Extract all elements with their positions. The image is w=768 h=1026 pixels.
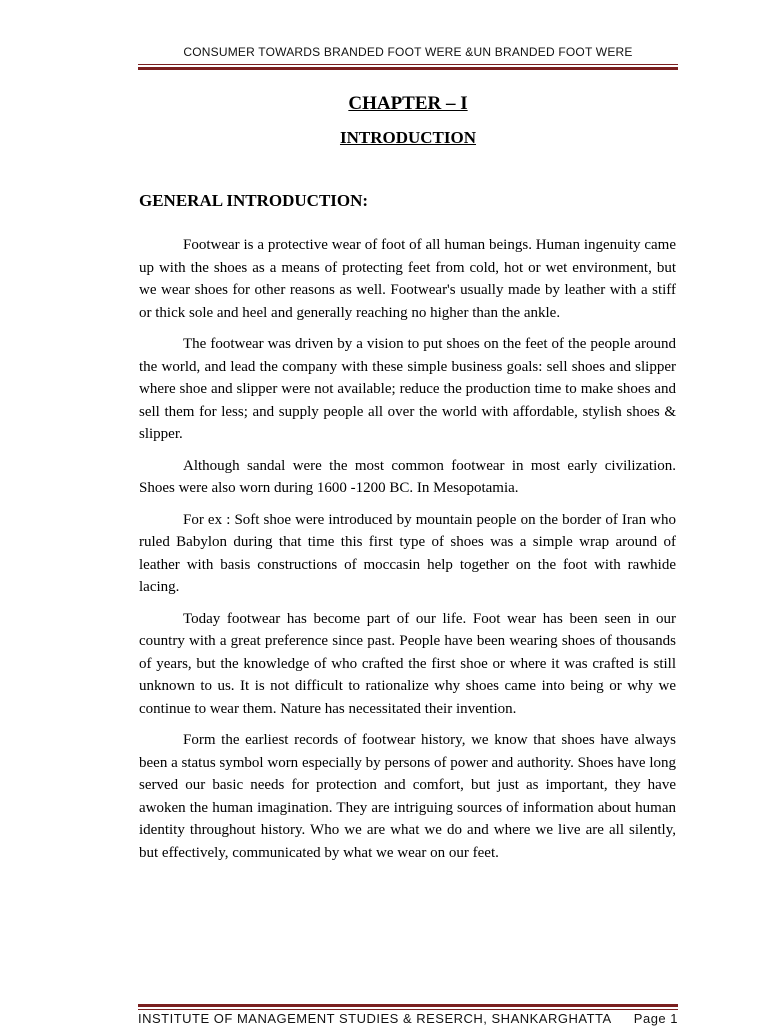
paragraph: Form the earliest records of footwear history, we know that shoes have always been a status symbol worn especially by persons of power and authority. Shoes have long served our basic needs for protection and comfort, but just as important, they have awoken the human imagination. They are intriguing sources of information about human identity throughout history. Who we are what we do and where we live are all silently, but effectively, communicated by what we wear on our feet.: [139, 732, 676, 861]
chapter-title: INTRODUCTION: [339, 128, 477, 147]
section-heading: GENERAL INTRODUCTION:: [139, 191, 369, 210]
header-rule-thick: [138, 67, 678, 70]
running-header: CONSUMER TOWARDS BRANDED FOOT WERE &UN BRANDED FOOT WERE: [183, 45, 633, 59]
header-rule-thin: [138, 64, 678, 65]
paragraph: Footwear is a protective wear of foot of all human beings. Human ingenuity came up with the shoes as a means of protecting feet from cold, hot or wet environment, but we wear shoes for other reasons as well. Footwear's usually made by leather with a stiff or thick sole and heel and generally reaching no higher than the ankle.: [139, 237, 676, 321]
paragraph: For ex : Soft shoe were introduced by mountain people on the border of Iran who ruled Babylon during that time this first type of shoes was a simple wrap around of leather with basis constructions of moccasin help together on the foot with rawhide lacing.: [139, 511, 676, 595]
paragraph: The footwear was driven by a vision to put shoes on the feet of the people around the world, and lead the company with these simple business goals: sell shoes and slipper where shoe and slipper were not available; reduce the production time to make shoes and sell them for less; and supply people all over the world with affordable, stylish shoes & slipper.: [139, 336, 676, 442]
footer-institution: INSTITUTE OF MANAGEMENT STUDIES & RESERCH, SHANKARGHATTA: [138, 1011, 612, 1026]
footer-rule-thick: [138, 1004, 678, 1007]
chapter-label: CHAPTER – I: [348, 93, 468, 114]
footer-rule-thin: [138, 1009, 678, 1010]
paragraph: Although sandal were the most common footwear in most early civilization. Shoes were also worn during 1600 -1200 BC. In Mesopotamia.: [139, 457, 676, 496]
page-number: Page 1: [633, 1011, 678, 1026]
paragraph: Today footwear has become part of our life. Foot wear has been seen in our country with a great preference since past. People have been wearing shoes of thousands of years, but the knowledge of who crafted the first shoe or where it was crafted is still unknown to us. It is not difficult to rationalize why shoes came into being or why we continue to wear them. Nature has necessitated their invention.: [139, 610, 676, 717]
body-text: [139, 234, 676, 873]
